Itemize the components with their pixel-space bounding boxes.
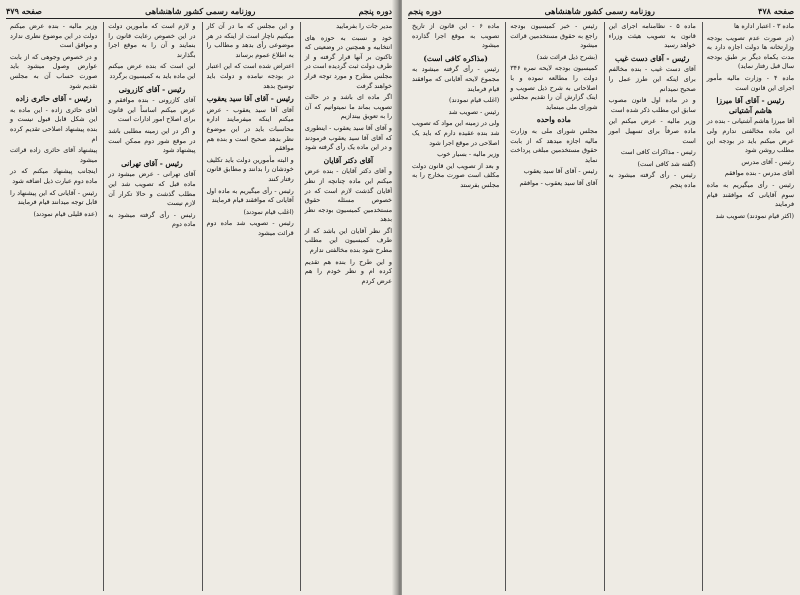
right-header-title: روزنامه رسمی کشور شاهنشاهی [544,6,655,16]
text-paragraph: (اغلب قیام نمودند) [243,207,294,216]
speaker-heading: رئیس - آقای کازرونی [118,84,186,94]
right-column-3 [505,22,597,591]
right-column-2 [604,22,696,591]
left-page-header [6,4,392,19]
text-paragraph: رئیس - تصویب شد [448,107,500,116]
text-paragraph: مجلس شورای ملی به وزارت مالیه اجازه میدهد که از بابت حقوق مستخدمین مبلغی پرداخت نماید [510,126,598,164]
text-paragraph: و در ماده اول قانون مصوب سابق این مطلب ذکر شده است [608,96,696,114]
text-paragraph: (در صورت عدم تصویب بودجه وزارتخانه ها دولت اجازه دارد به مدت یکماه دیگر بر طبق بودجه سال قبل رفتار نماید) [706,33,794,71]
text-paragraph: ماده ۴ - وزارت مالیه مأمور اجرای این قانون است [706,73,794,92]
text-paragraph: رئیس - آقای آقا سید یعقوب [523,167,598,176]
left-column-3 [103,22,195,591]
left-column-2 [202,22,294,591]
text-paragraph: اینجانب پیشنهاد میکنم که در ماده دوم عبارت ذیل اضافه شود [10,167,98,185]
text-paragraph: خود و نسبت به حوزه های انتخابیه و همچنین در وضعیتی که تاکنون بر آنها قرار گرفته و از طرف دولت ثبت گردیده است در مجلس مطرح و مورد توجه قرار خواهند گرفت [304,33,392,90]
speaker-heading: رئیس - آقای دست غیب [614,53,690,63]
left-header-page-number: صفحه ۴۷۹ [6,6,42,16]
right-column-1 [702,22,794,591]
text-paragraph: رئیس - مذاکرات کافی است [620,148,696,157]
text-paragraph: (عده قلیلی قیام نمودند) [33,209,98,218]
left-page [0,0,398,595]
text-paragraph: اگر ماده ای باشد و در حالت تصویب بماند ما نمیتوانیم که آن را به تعویق بیندازیم [304,93,392,121]
left-header-issue: دوره پنجم [358,6,392,16]
text-paragraph: آقای آقا سید یعقوب - موافقم [519,178,598,187]
text-paragraph: و این مجلس که ما در آن کار میکنیم ناچار است از اینکه در هر موضوعی رأی بدهد و مطالب را به اطلاع عموم برساند [206,22,294,59]
text-paragraph: آقای آقا سید یعقوب - عرض میکنم اینکه میفرمایند اداره محاسبات باید در این موضوع نظر بدهد صحیح است و بنده هم موافقم [206,105,294,153]
text-paragraph: (اغلب قیام نمودند) [449,96,500,105]
text-paragraph: رئیس - رأی گرفته میشود به مجموع لایحه آقایانی که موافقند قیام فرمایند [412,65,500,93]
text-paragraph: و لازم است که مأمورین دولت در این خصوص رعایت قانون را بنمایند و آن را به موقع اجرا بگذارند [108,22,196,59]
text-paragraph: و اگر در این زمینه مطلبی باشد در موقع شور دوم ممکن است پیشنهاد شود [108,126,196,155]
text-paragraph: و آقای دکتر آقایان - بنده عرض میکنم این ماده چنانچه از نظر آقایان گذشت لازم است که در خصوص مسئله حقوق مستخدمین کمیسیون بودجه نظر بدهد [304,167,392,224]
text-paragraph: و در خصوص وجوهی که از بابت عوارض وصول میشود باید صورت حساب آن به مجلس تقدیم شود [10,52,98,90]
text-paragraph: رئیس - آقای مدرس [741,157,794,166]
speaker-heading: رئیس - آقای آقا سید یعقوب [206,94,294,104]
text-paragraph: ولی در زمینه این مواد که تصویب شد بنده عقیده دارم که باید یک اصلاحی در موقع اجرا شود [412,119,500,147]
speaker-heading: رئیس - آقای تهرانی [121,158,183,168]
text-paragraph: (اکثر قیام نمودند) تصویب شد [715,211,794,220]
left-header-title: روزنامه رسمی کشور شاهنشاهی [145,6,256,16]
text-paragraph: رئیس - آقایانی که این پیشنهاد را قابل توجه میدانند قیام فرمایند [10,188,98,207]
text-paragraph: (بشرح ذیل قرائت شد) [536,52,598,61]
text-paragraph: اگر نظر آقایان این باشد که از طرف کمیسیون این مطلب مطرح شود بنده مخالفتی ندارم [304,226,392,255]
text-paragraph: آقای حائری زاده - این ماده به این شکل قابل قبول نیست و بنده پیشنهاد اصلاحی تقدیم کرده ام [10,105,98,143]
right-header-issue: دوره پنجم [408,6,442,16]
text-paragraph: پیشنهاد آقای حائری زاده قرائت میشود [10,146,98,164]
left-column-4 [6,22,97,591]
text-paragraph: و البته مأمورین دولت باید تکلیف خودشان را بدانند و مطابق قانون رفتار کنند [206,155,294,183]
text-paragraph: رئیس - رأی گرفته میشود به ماده دوم [108,210,196,229]
text-paragraph: وزیر مالیه - بنده عرض میکنم دولت در این موضوع نظری ندارد و موافق است [10,22,98,50]
text-paragraph: و آقای آقا سید یعقوب - اینطوری که آقای آقا سید یعقوب فرمودند و در این ماده یک رأی گرفته شود [304,123,392,152]
left-page-columns [6,22,392,591]
text-paragraph: ماده ۶ - این قانون از تاریخ تصویب به موقع اجرا گذارده میشود [412,22,500,50]
text-paragraph: وزیر مالیه - بسیار خوب [437,150,500,159]
text-paragraph: این است که بنده عرض میکنم این ماده باید به کمیسیون برگردد [108,62,196,80]
speaker-heading: ماده واحده [536,115,571,125]
right-header-page-number: صفحه ۴۷۸ [758,6,794,16]
text-paragraph: و این طرح را بنده هم تقدیم کرده ام و نظر خودم را هم عرض کردم [304,257,392,285]
speaker-heading: آقای دکتر آقایان [323,155,374,165]
right-page [402,0,800,595]
text-paragraph: ماده ۳ - اعتبار اداره ها [734,22,794,30]
text-paragraph: آقای تهرانی - عرض میشود در ماده قبل که تصویب شد این مطلب گذشت و حالا تکرار آن لازم نیست [108,170,196,208]
text-paragraph: کمیسیون بودجه لایحه نمره ۳۴۶ دولت را مطالعه نموده و با اصلاحاتی به شرح ذیل تصویب و اینک گزارش آن را تقدیم مجلس شورای ملی مینماید [510,64,598,111]
right-column-4 [408,22,499,591]
text-paragraph: اعتراض شده است که این اعتبار در بودجه نیامده و دولت باید توضیح بدهد [206,62,294,90]
text-paragraph: رئیس - رأی میگیریم به ماده سوم آقایانی که موافقند قیام فرمایند [706,180,794,209]
text-paragraph: رئیس - تصویب شد ماده دوم قرائت میشود [206,219,294,237]
text-paragraph: وزیر مالیه - عرض میکنم این ماده صرفاً برای تسهیل امور است [608,117,696,145]
text-paragraph: رئیس - رأی گرفته میشود به ماده پنجم [608,171,696,189]
speaker-heading: رئیس - آقای حائری زاده [15,94,92,104]
text-paragraph: رئیس - خبر کمیسیون بودجه راجع به حقوق مستخدمین قرائت میشود [510,22,598,50]
text-paragraph: ماده ۵ - نظامنامه اجرای این قانون به تصویب هیئت وزراء خواهد رسید [608,22,696,50]
text-paragraph: (گفته شد کافی است) [637,159,696,168]
text-paragraph: و بعد از تصویب این قانون دولت مکلف است صورت مخارج را به مجلس بفرستد [412,161,500,189]
text-paragraph: آقا میرزا هاشم آشتیانی - بنده در این ماده مخالفتی ندارم ولی عرض میکنم باید در بودجه این مطلب روشن شود [706,117,794,155]
left-column-1 [300,22,392,591]
speaker-heading: رئیس - آقای آقا میرزا هاشم آشتیانی [716,96,785,115]
right-page-header [408,4,794,19]
speaker-heading: (مذاکره کافی است) [423,53,488,63]
right-page-columns [408,22,794,591]
text-paragraph: آقای دست غیب - بنده مخالفم برای اینکه این طرز عمل را صحیح نمیدانم [608,65,696,93]
text-paragraph: مدیر جات را بفرمایید [336,22,392,30]
text-paragraph: آقای مدرس - بنده موافقم [724,169,794,178]
text-paragraph: آقای کازرونی - بنده موافقم و عرض میکنم اساساً این قانون برای اصلاح امور ادارات است [108,96,196,124]
text-paragraph: رئیس - رأی میگیریم به ماده اول آقایانی که موافقند قیام فرمایند [206,186,294,205]
